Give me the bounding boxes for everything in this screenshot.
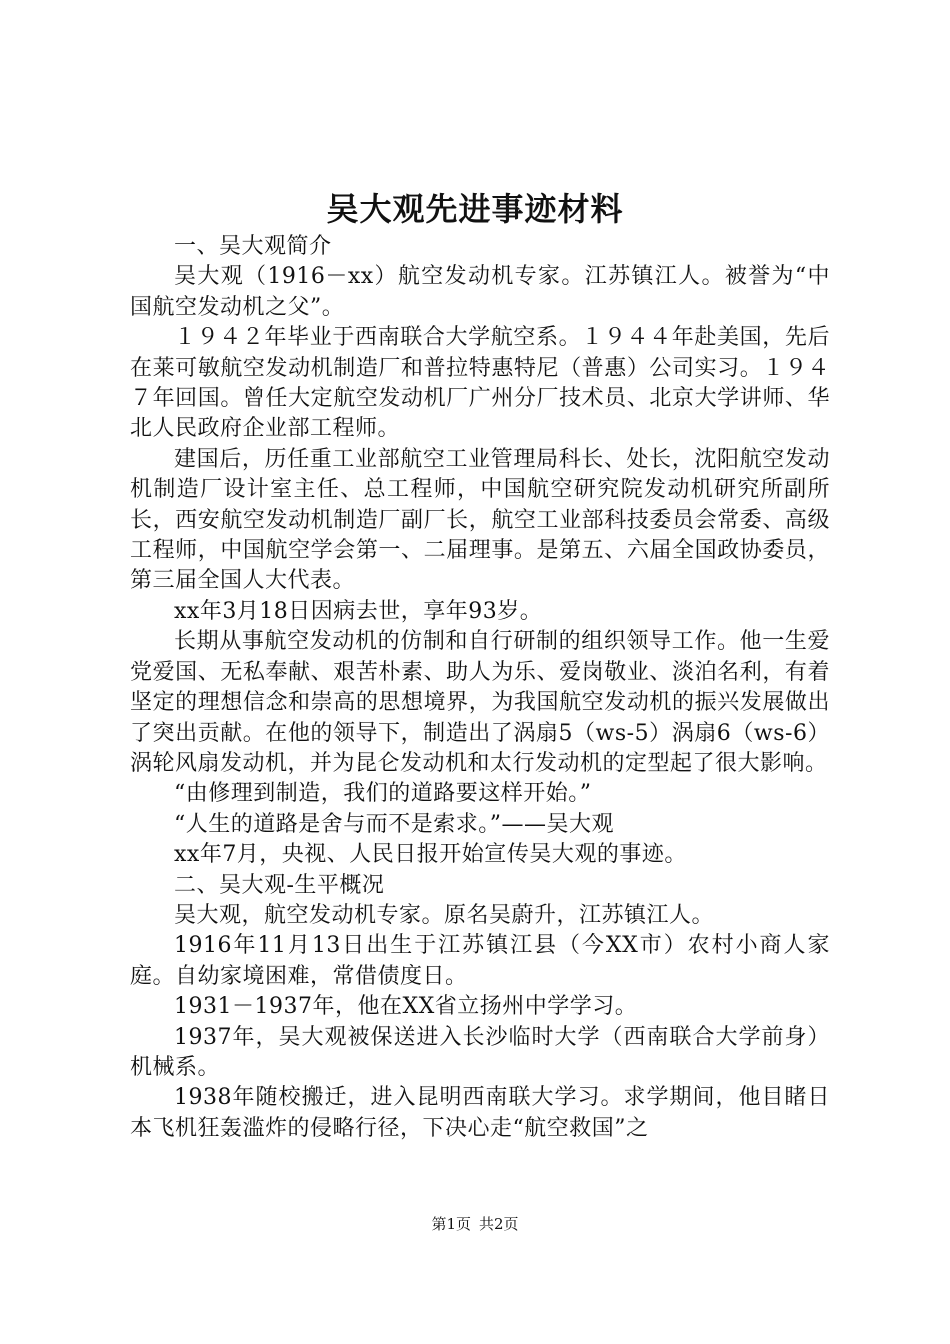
paragraph: 1916年11月13日出生于江苏镇江县（今XX市）农村小商人家庭。自幼家境困难，常借债度日。 [130,933,830,989]
page-total: 共2页 [479,1215,519,1233]
quote: “由修理到制造，我们的道路要这样开始。” [174,781,592,807]
paragraph: 1938年随校搬迁，进入昆明西南联大学习。求学期间，他目睹日本飞机狂轰滥炸的侵略行径，下决心走“航空救国”之 [130,1085,830,1141]
paragraph: 长期从事航空发动机的仿制和自行研制的组织领导工作。他一生爱党爱国、无私奉献、艰苦朴素、助人为乐、爱岗敬业、淡泊名利，有着坚定的理想信念和崇高的思想境界，为我国航空发动机的振兴发展做出了突出贡献。在他的领导下，制造出了涡扇5（ws-5）涡扇6（ws-6）涡轮风扇发动机，并为昆仑发动机和太行发动机的定型起了很大影响。 [130,629,830,776]
page-footer [0,1214,950,1234]
paragraph: xx年3月18日因病去世，享年93岁。 [174,598,543,624]
paragraph: 1937年，吴大观被保送进入长沙临时大学（西南联合大学前身）机械系。 [130,1024,830,1080]
paragraph: １９４２年毕业于西南联合大学航空系。１９４４年赴美国，先后在莱可敏航空发动机制造厂和普拉特惠特尼（普惠）公司实习。１９４７年回国。曾任大定航空发动机厂广州分厂技术员、北京大学讲师、华北人民政府企业部工程师。 [130,325,830,442]
quote: “人生的道路是舍与而不是索求。”——吴大观 [174,811,614,837]
page-number: 第1页 [431,1215,471,1233]
document-body [130,232,830,1144]
paragraph: 吴大观，航空发动机专家。原名吴蔚升，江苏镇江人。 [174,902,715,928]
section-heading: 一、吴大观简介 [174,234,332,259]
paragraph: 建国后，历任重工业部航空工业管理局科长、处长，沈阳航空发动机制造厂设计室主任、总工程师，中国航空研究院发动机研究所副所长，西安航空发动机制造厂副厂长，航空工业部科技委员会常委、高级工程师，中国航空学会第一、二届理事。是第五、六届全国政协委员，第三届全国人大代表。 [130,446,830,594]
document-title: 吴大观先进事迹材料 [326,190,624,228]
paragraph: 吴大观（1916－xx）航空发动机专家。江苏镇江人。被誉为“中国航空发动机之父”。 [130,264,830,320]
paragraph: 1931－1937年，他在XX省立扬州中学学习。 [174,994,638,1020]
paragraph: xx年7月，央视、人民日报开始宣传吴大观的事迹。 [174,842,687,868]
section-heading: 二、吴大观-生平概况 [174,872,385,898]
